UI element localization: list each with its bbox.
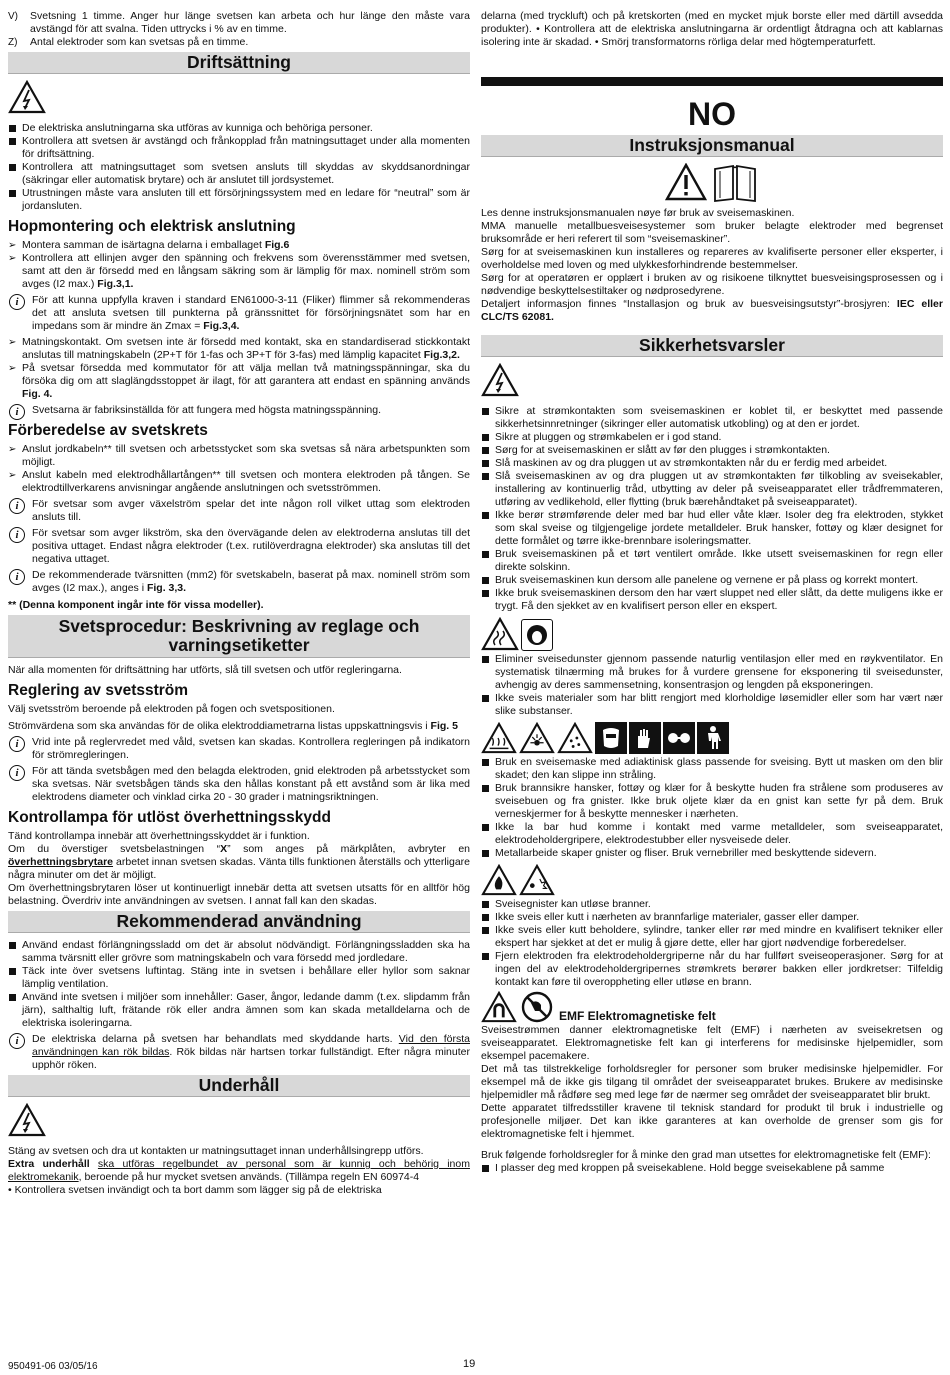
extra-maintenance-term: Extra underhåll [8,1158,90,1170]
arrow-bullet-icon: ➢ [8,444,17,455]
list-item: Slå sveisemaskinen av og dra pluggen ut av strømkontakten før tilkobling av sveisekabler, installering av kontinuerlig tråd, utbytting av deler på sveiseapparatet eller trådfremmateren, utføring av vedlikehold, eller flytting (bruk bærehåndtaket på sveiseapparatet). [481,470,943,509]
note-text: Svetsarna är fabriksinställda för att fungera med högsta matningsspänning. [32,404,382,416]
paragraph: Välj svetsström beroende på elektroden på fogen och svetspositionen. [8,703,335,715]
welding-mask-icon [595,722,627,754]
page-number: 19 [463,1358,476,1370]
list-item: I plasser deg med kroppen på sveisekablene. Hold begge sveisekablene på samme [481,1162,943,1175]
standard-ref: IEC eller CLC/TS 62081. [481,298,943,323]
arrow-bullet-icon: ➢ [8,240,17,251]
list-item: Bruk en sveisemaske med adiaktinisk glass passende for sveising. Bytt ut masken om den blir skadet; den kan slippe inn stråling. [481,756,943,782]
item-text: Matningskontakt. Om svetsen inte är försedd med kontakt, ska en standardiserad stickkontakt anslutas till matningskabeln (2P+T för 1-fas och 3P+T för 3-fas) med lämplig kapacitet [22,336,470,361]
paragraph-text: Detaljert informasjon finnes “Installasjon og bruk av buesveisingsutstyr”-brosjyren: [481,298,897,310]
instruction-icons [481,163,943,203]
explosion-warning-icon [519,864,555,896]
gloves-icon [629,722,661,754]
list-item: Ikke sveis eller kutt i nærheten av brannfarlige materialer, gasser eller damper. [481,911,943,924]
paragraph-text: Strömvärdena som ska användas för de olika elektroddiametrarna listas uppskattningsvis i [8,720,431,732]
item-text: Montera samman de isärtagna delarna i emballaget [22,239,265,251]
list-item: Bruk sveisemaskinen kun dersom alle panelene og vernene er på plass og korrekt montert. [481,574,943,587]
info-note [8,569,470,595]
paragraph: Sveisestrømmen danner elektromagnetiske felt (EMF) i nærheten av sveisekretsen og sveiseapparatet. Elektromagnetiske felt kan gi interferens for medisinske hjelpemidler, som eksempel pacemakere. [481,1024,943,1062]
paragraph-underlined: ska utföras regelbundet av personal som är kunnig och behörig inom elektromekanik [8,1158,470,1183]
note-text: För svetsar som avger likström, ska den övervägande delen av elektroderna anslutas till det positiva uttaget. Endast några elektroder (t.ex. rutilöverdragna elektroder) ska anslutas till det negativa uttaget. [32,527,470,565]
list-item: Fjern elektroden fra elektrodeholdergriperne når du har fullført sveiseoperasjoner. Sørg for at ingen del av elektrodeholdergripernes strømkrets berører bakken eller jordkretser: Tilfeldig kontakt kan føre til overoppheting eller utløse en brann. [481,950,943,989]
info-icon: i [9,294,25,310]
paragraph: Tänd kontrollampa innebär att överhettningsskyddet är i funktion. [8,830,310,842]
paragraph: När alla momenten för driftsättning har utförts, slå till svetsen och utför regleringarna. [8,664,402,676]
language-code: NO [688,96,736,132]
list-item [8,239,470,252]
fire-warning-icon [481,864,517,896]
item-text: På svetsar försedda med kommutator för att välja mellan två matningsspänningar, ska du försöka dig om att slaglängdsstoppet är ilagt, för att garantera att endast en spänning används [22,362,470,387]
section-title-instruksjon: Instruksjonsmanual [481,135,943,157]
info-icon: i [9,736,25,752]
x-symbol: X [220,843,228,855]
hot-surface-warning-icon [481,722,517,754]
intro-text-z: Antal elektroder som kan svetsas på en timme. [30,36,249,48]
figure-ref: Fig. 3,3. [146,582,187,594]
language-divider [481,77,943,86]
list-item: Kontrollera att svetsen är avstängd och frånkopplad från matningsuttaget under alla momenten för driftsättning. [8,135,470,161]
fire-icons [481,864,943,896]
electric-warning-icon [481,363,943,401]
paragraph: Sørg for at operatøren er opplært i bruken av og risikoene tilknyttet buesveisingsprosessen og i nødvendige beskyttelsestiltaker og nødprosedyrene. [481,272,943,297]
fumes-warning-icon [481,617,519,651]
info-icon: i [9,527,25,543]
paragraph: Dette apparatet tilfredsstiller kravene til teknisk standard for produkt til bruk i industrielle og profesjonelle miljøer. Det kan ikke garanteres at kan overholde de grenser som gis for elektromagnetiske felt i hjemmet. [481,1102,943,1140]
arrow-bullet-icon: ➢ [8,337,17,348]
figure-ref: Fig.6 [264,239,290,251]
note-text: De elektriska delarna på svetsen har behandlats med skyddande harts. [32,1033,399,1045]
paragraph-text: , beroende på hur mycket svetsen används. (Tillämpa regeln EN 60974-4 [78,1171,420,1183]
right-column [481,10,943,1175]
list-item: Metallarbeide skaper gnister og fliser. Bruk vernebriller med beskyttende sidevern. [481,847,943,860]
list-item: Eliminer sveisedunster gjennom passende naturlig ventilasjon eller med en røykventilator. En systematisk tilnærming må brukes for å vurdere grensene for eksponering til sveisedunster, avhengig av deres sammensetning, konsentrasjon og lengden på eksponeringen. [481,653,943,692]
goggles-icon [663,722,695,754]
paragraph: Det må tas tilstrekkelige forholdsregler for personer som bruker medisinske hjelpemidler. For eksempel må de ikke gis tilgang til området der sveiseapparatet brukes. Brukere av medisinske hjelpemidler må rådføre seg med lege før de nærmer seg området der sveiseapparatet blir brukt. [481,1063,943,1101]
list-item: Bruk brannsikre hansker, fottøy og klær for å beskytte huden fra strålene som produseres av sveisebuen og fra gnister. Ikke bruk oljete klær da en gnist kan sette fyr på dem. Bruk verneskjermer for å beskytte mennesker i nærheten. [481,782,943,821]
paragraph-text: arbetet innan svetsen skadas. Vänta tills funktionen återställs och ytterligare några minuter om det är möjligt. [8,856,470,881]
info-note [8,765,470,804]
item-text: Anslut kabeln med elektrodhållartången** till svetsen och montera elektroden på tången. Se elektrodtillverkarens anvisningar angående anslutningen och svetsströmmen. [22,469,470,494]
note-text: De rekommenderade tvärsnitten (mm2) för svetskabeln, baserat på max. nominell ström som avges (I2 max.), anges i [32,569,470,594]
paragraph: Les denne instruksjonsmanualen nøye før bruk av sveisemaskinen. [481,207,795,219]
note-underlined: Vid den första användningen kan rök bildas [32,1033,470,1058]
paragraph-text: Om du överstiger svetsbelastningen “ [8,843,221,855]
info-note [8,1033,470,1072]
intro-text-v: Svetsning 1 timme. Anger hur länge svetsen kan arbeta och hur länge den måste vara avstängd för att svalna. Tiden uttrycks i % av en timme. [30,10,470,35]
figure-ref: Fig.3,1. [97,278,134,290]
figure-ref: Fig. 5 [430,720,458,732]
note-text: För att tända svetsbågen med den belagda elektroden, gnid elektroden på arbetsstycket som ska svetsas. När svetsbågen tänds ska den hållas konstant på ett avstånd som är lika med elektrodens diameter och vinklad cirka 20 - 30 grader i matningsriktningen. [32,765,470,803]
paragraph: • Kontrollera svetsen invändigt och ta bort damm som lägger sig på de elektriska [8,1184,382,1196]
info-icon: i [9,569,25,585]
protection-icons [481,722,943,754]
paragraph [8,1158,470,1184]
electric-warning-icon [8,1103,470,1141]
section-title-svetsprocedur: Svetsprocedur: Beskrivning av reglage och varningsetiketter [8,615,470,658]
manual-book-icon [711,163,759,203]
list-item: Ikke berør strømførende deler med bar hud eller våte klær. Isoler deg fra elektroden, stykket som skal sveise og tilgjengelige jordete metalldeler. Bruk hansker, fottøy og klær designet for dette formålet og tørre ikke-brennbare isoleringsmatter. [481,509,943,548]
note-text: Vrid inte på reglervredet med våld, svetsen kan skadas. Kontrollera regleringen på indikatorn för strömregleringen. [32,736,470,761]
section-title-driftsattning: Driftsättning [8,52,470,74]
paragraph [8,843,470,882]
protective-suit-icon [697,722,729,754]
list-item [8,443,470,469]
sparks-warning-icon [557,722,593,754]
list-item: Ikke sveis eller kutt beholdere, sylindre, tanker eller rør med mindre en kvalifisert tekniker eller ekspert har sjekket at det er mulig å gjøre dette, eller har gjort nødvendige forberedelser. [481,924,943,950]
info-icon: i [9,765,25,781]
no-pacemaker-icon [521,991,553,1023]
fumes-icons [481,617,943,651]
list-item: Bruk sveisemaskinen på et tørt ventilert område. Ikke utsett sveisemaskinen for regn eller direkte solskinn. [481,548,943,574]
arrow-bullet-icon: ➢ [8,253,17,264]
section-title-underhall: Underhåll [8,1075,470,1097]
magnetic-field-warning-icon [481,991,517,1023]
heading-forberedelse: Förberedelse av svetskrets [8,422,208,439]
info-note [8,736,470,762]
radiation-warning-icon [519,722,555,754]
overheat-switch-term: överhettningsbrytare [8,856,114,868]
paragraph: Sørg for at sveisemaskinen kun installeres og repareres av kvalifiserte personer eller eksperter, i overholdelse med loven og med ulykkesforhindrende bestemmelser. [481,246,943,271]
list-item: Använd inte svetsen i miljöer som innehåller: Gaser, ångor, ledande damm (t.ex. slipdamm från järn), salthaltig luft, frätande rök eller andra ämnen som kan skada metalldelarna och de elektriska isoleringarna. [8,991,470,1030]
info-note [8,294,470,333]
info-note [8,498,470,524]
figure-ref: Fig.3,2. [423,349,460,361]
list-item: Täck inte över svetsens luftintag. Stäng inte in svetsen i behållare eller hyllor som saknar lämplig ventilation. [8,965,470,991]
section-title-rekommenderad: Rekommenderad användning [8,911,470,933]
paragraph [481,298,943,324]
list-item: De elektriska anslutningarna ska utföras av kunniga och behöriga personer. [8,122,470,135]
heading-kontrollampa: Kontrollampa för utlöst överhettningsskydd [8,809,331,826]
info-icon: i [9,404,25,420]
footnote: ** (Denna komponent ingår inte för vissa modeller). [8,599,264,611]
paragraph: Bruk følgende forholdsregler for å minke den grad man utsettes for elektromagnetiske felt (EMF): [481,1149,931,1161]
left-column [8,10,470,1197]
heading-reglering: Reglering av svetsström [8,682,189,699]
driftsattning-list [8,122,470,213]
info-note [8,404,470,417]
list-item: Kontrollera att matningsuttaget som svetsen ansluts till skyddas av skyddsanordningar (säkringar eller automatisk brytare) och är anslutet till jordsystemet. [8,161,470,187]
list-item: Slå maskinen av og dra pluggen ut av strømkontakten når du er ferdig med arbeidet. [481,457,943,470]
respirator-icon [521,619,553,651]
list-item: Sveisegnister kan utløse branner. [481,898,943,911]
intro-label-v: V) [8,11,18,22]
info-icon: i [9,1033,25,1049]
paragraph-text: ” som anges på märkplåten, avbryter en [227,843,470,855]
paragraph: MMA manuelle metallbuesveisesystemer som bruker belagte elektroder med begrenset bruksområde er heri referert til som “sveisemaskiner”. [481,220,943,245]
paragraph: Om överhettningsbrytaren löser ut kontinuerligt innebär detta att svetsen utsatts för en alltför hög belastning. Överdriv inte användningen av svetsen. I annat fall kan den skadas. [8,882,470,907]
intro-label-z: Z) [8,37,18,48]
heading-hopmontering: Hopmontering och elektrisk anslutning [8,218,296,235]
info-icon: i [9,498,25,514]
electric-warning-icon [8,80,470,118]
note-text: För att kunna uppfylla kraven i standard EN61000-3-11 (Fliker) flimmer så rekommenderas det att ansluta svetsen till punkterna på gränssnittet för försörjningsnätet som har en impedans som är mindre än Zmax = [32,294,470,332]
list-item: Utrustningen måste vara ansluten till ett försörjningssystem med en ledare för “neutral” som är jordansluten. [8,187,470,213]
emf-title: EMF Elektromagnetiske felt [559,1009,716,1023]
figure-ref: Fig.3,4. [203,320,240,332]
list-item [8,362,470,401]
list-item: Sikre at strømkontakten som sveisemaskinen er koblet til, er beskyttet med passende sikkerhetsinnretninger (sikringer eller automatisk utkobling) og at den er jordet. [481,405,943,431]
emf-header [481,991,943,1023]
intro-item-z [8,36,470,49]
figure-ref: Fig. 4. [22,388,53,400]
list-item [8,469,470,495]
list-item: Använd endast förlängningssladd om det är absolut nödvändigt. Förlängningssladden ska ha samma tvärsnitt eller grövre som matningskabeln och vara försedd med jordledare. [8,939,470,965]
list-item: Ikke la bar hud komme i kontakt med varme metalldeler, som sveiseapparatet, elektrodeholdergripere, elektrodestubber eller nysveisede deler. [481,821,943,847]
paragraph: delarna (med tryckluft) och på kretskorten (med en mycket mjuk borste eller med därtill avsedda produkter). • Kontrollera att de elektriska anslutningarna är ordentligt åtdragna och att kablarnas isolering inte är skadad. • Smörj transformatorns rörliga delar med högtemperaturfett. [481,10,943,48]
paragraph [8,720,470,733]
item-text: Kontrollera att ellinjen avger den spänning och frekvens som överensstämmer med svetsen, samt att den är försedd med en långsam säkring som är lämplig för max. nominell ström som avges (I2 max.) [22,252,470,290]
arrow-bullet-icon: ➢ [8,470,17,481]
note-text: . Rök bildas när hartsen torkar fullständigt. Efter några minuter upphör röken. [32,1046,470,1071]
arrow-bullet-icon: ➢ [8,363,17,374]
note-text: För svetsar som avger växelström spelar det inte någon roll vilket uttag som elektroden ansluts till. [32,498,470,523]
intro-item-v [8,10,470,36]
list-item: Sikre at pluggen og strømkabelen er i god stand. [481,431,943,444]
list-item [8,252,470,291]
item-text: Anslut jordkabeln** till svetsen och arbetsstycket som ska svetsas så nära arbetspunkten som möjligt. [22,443,470,468]
warning-icon [665,163,707,201]
list-item [8,336,470,362]
list-item: Ikke sveis materialer som har blitt rengjort med klorholdige løsemidler eller som har vært nær slike substanser. [481,692,943,718]
list-item: Sørg for at sveisemaskinen er slått av før den plugges i strømkontakten. [481,444,943,457]
list-item: Ikke bruk sveisemaskinen dersom den har vært sluppet ned eller slått, da dette muligens ikke er trygt. Få den sjekket av en kvalifisert person eller en ekspert. [481,587,943,613]
paragraph: Stäng av svetsen och dra ut kontakten ur matningsuttaget innan underhållsingrepp utförs. [8,1145,424,1157]
section-title-sikkerhet: Sikkerhetsvarsler [481,335,943,357]
document-code: 950491-06 03/05/16 [8,1361,98,1372]
info-note [8,527,470,566]
